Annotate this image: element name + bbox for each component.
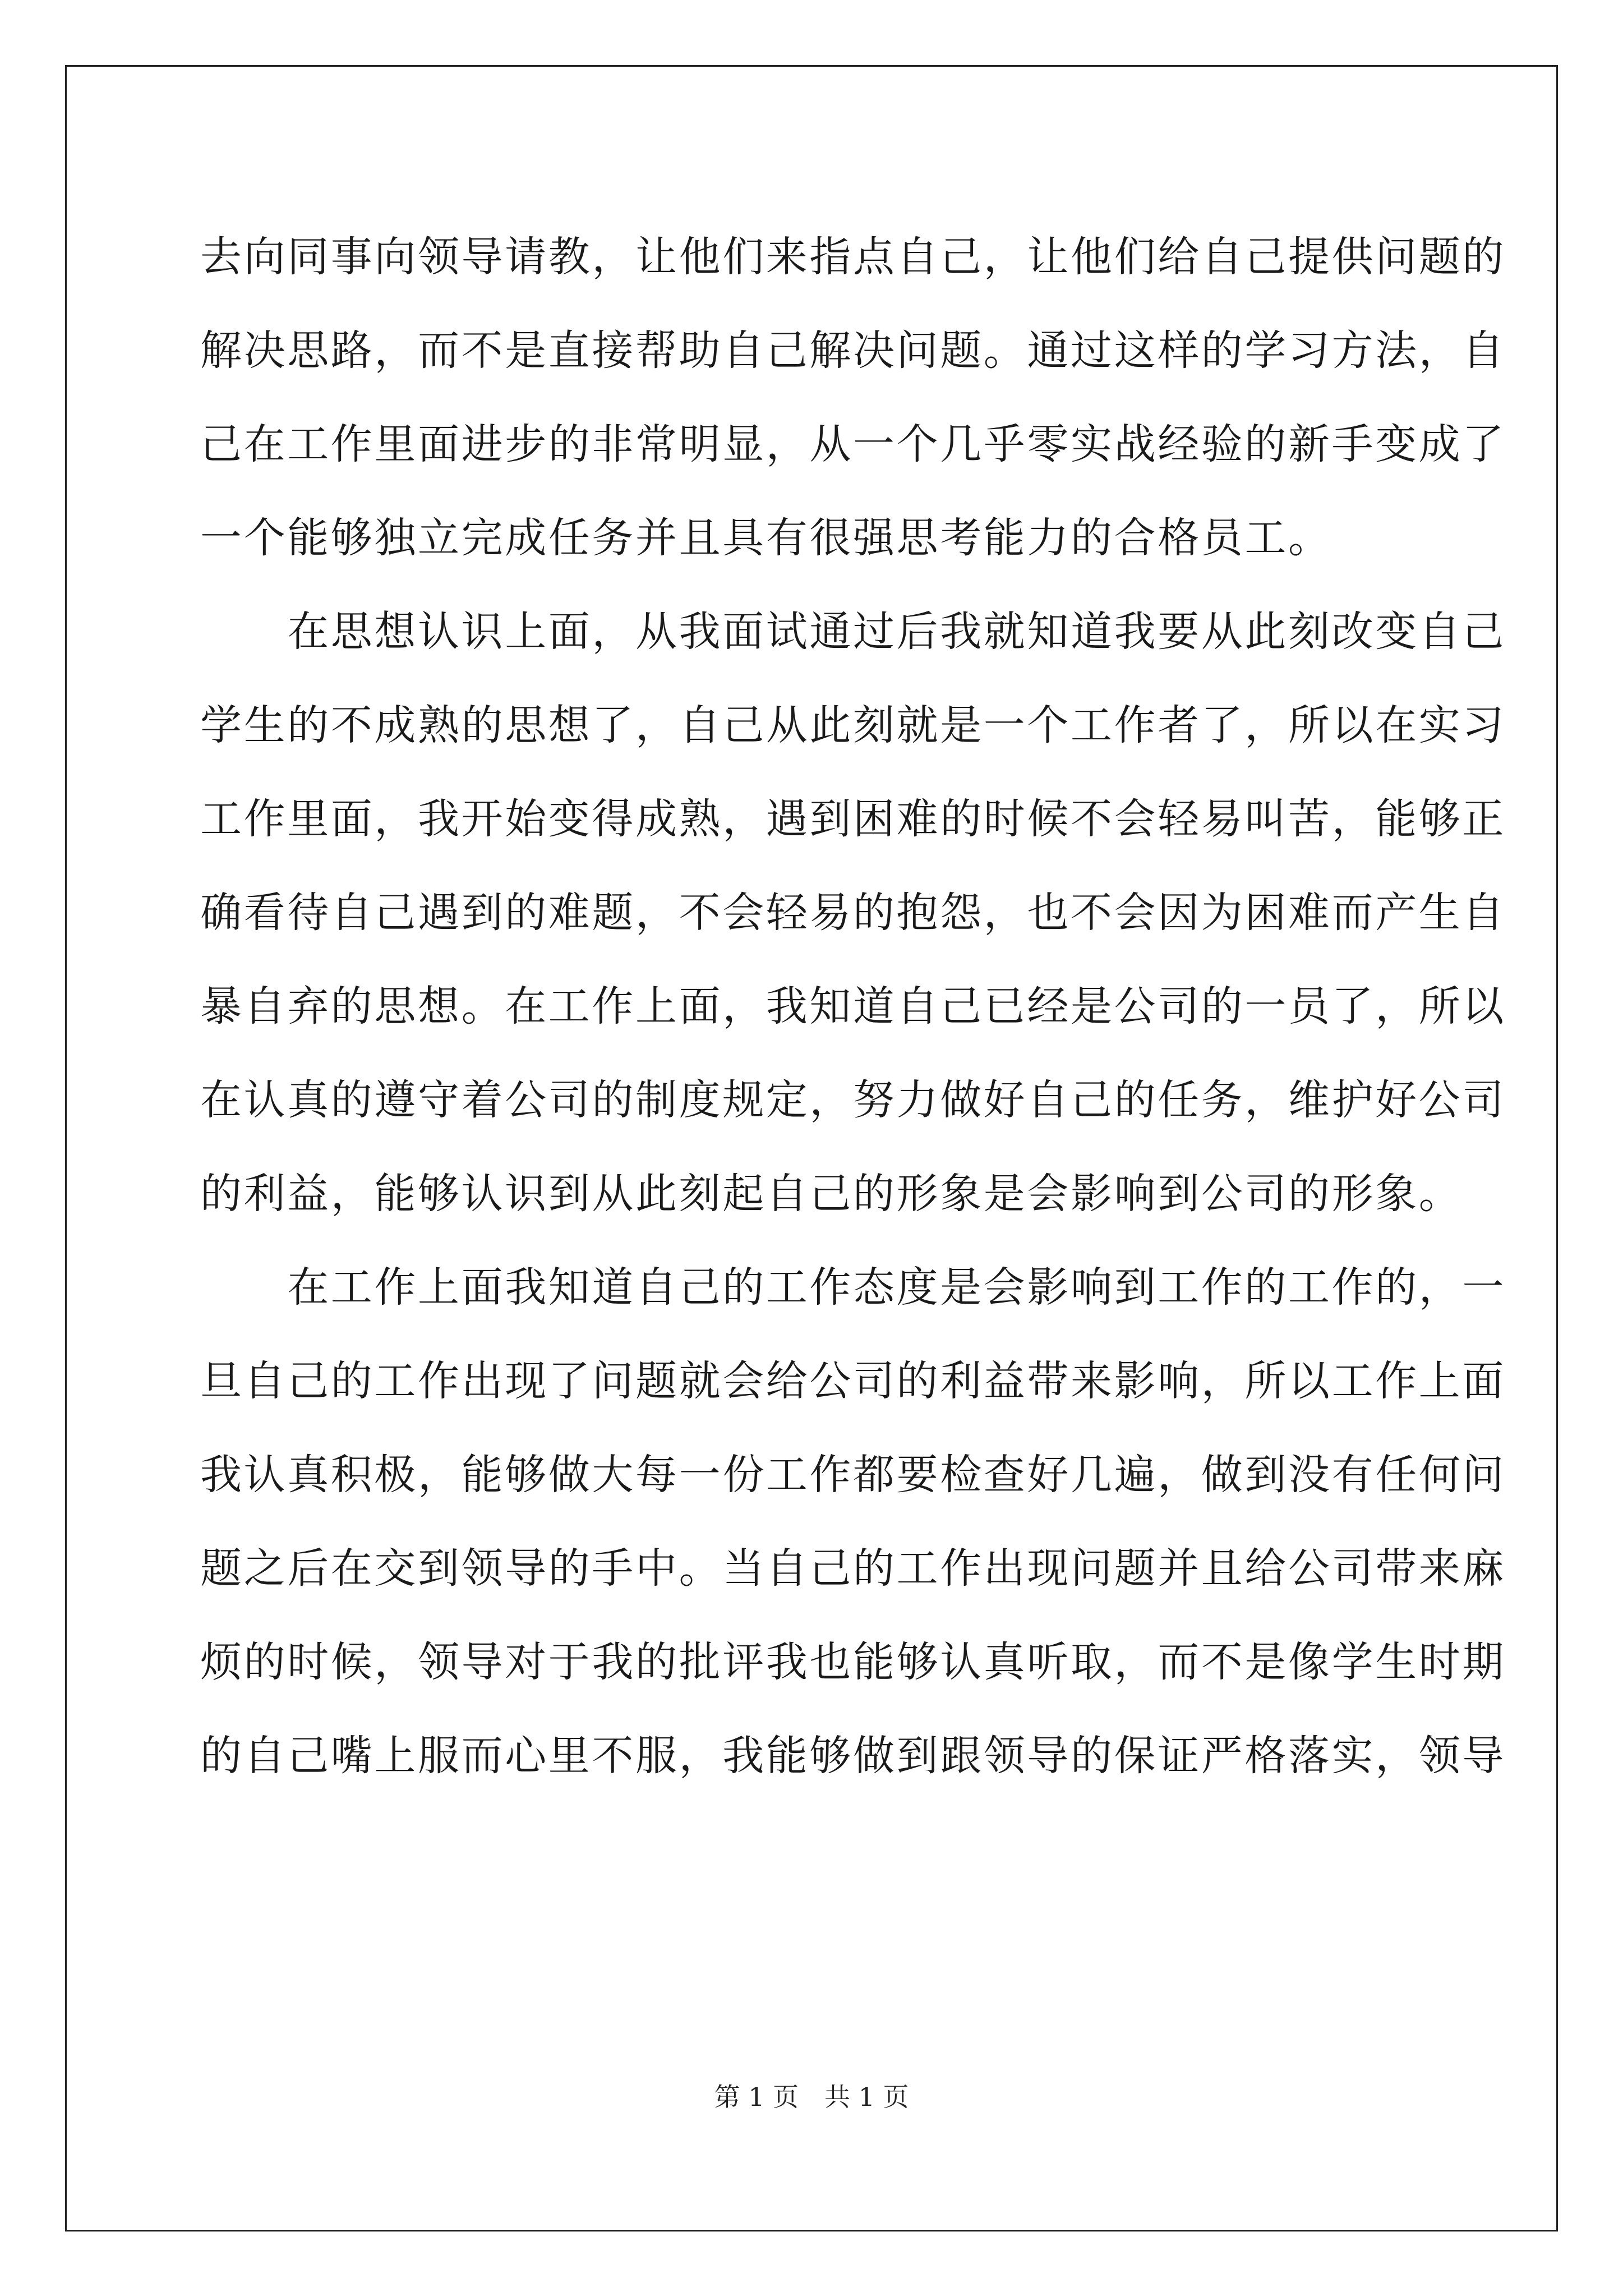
text-line: 一个能够独立完成任务并且具有很强思考能力的合格员工。: [200, 514, 1332, 562]
text-line: 在工作上面我知道自己的工作态度是会影响到工作的工作的，一: [200, 1263, 1506, 1312]
text-line: 旦自己的工作出现了问题就会给公司的利益带来影响，所以工作上面: [200, 1357, 1506, 1405]
text-line: 我认真积极，能够做大每一份工作都要检查好几遍，做到没有任何问: [200, 1451, 1506, 1499]
text-line: 去向同事向领导请教，让他们来指点自己，让他们给自己提供问题的: [200, 233, 1506, 281]
text-line: 学生的不成熟的思想了，自己从此刻就是一个工作者了，所以在实习: [200, 701, 1506, 749]
text-line: 工作里面，我开始变得成熟，遇到困难的时候不会轻易叫苦，能够正: [200, 795, 1506, 843]
text-line: 的利益，能够认识到从此刻起自己的形象是会影响到公司的形象。: [200, 1170, 1463, 1218]
text-line: 烦的时候，领导对于我的批评我也能够认真听取，而不是像学生时期: [200, 1638, 1506, 1686]
text-line: 确看待自己遇到的难题，不会轻易的抱怨，也不会因为困难而产生自: [200, 889, 1506, 937]
text-line: 解决思路，而不是直接帮助自己解决问题。通过这样的学习方法，自: [200, 326, 1506, 375]
text-line: 在思想认识上面，从我面试通过后我就知道我要从此刻改变自己: [200, 608, 1506, 656]
document-body: [200, 210, 1506, 1803]
text-line: 的自己嘴上服而心里不服，我能够做到跟领导的保证严格落实，领导: [200, 1732, 1506, 1780]
text-line: 暴自弃的思想。在工作上面，我知道自己已经是公司的一员了，所以: [200, 982, 1506, 1030]
text-line: 题之后在交到领导的手中。当自己的工作出现问题并且给公司带来麻: [200, 1544, 1506, 1593]
page-footer: 第 1 页 共 1 页: [714, 2082, 909, 2112]
text-line: 己在工作里面进步的非常明显，从一个几乎零实战经验的新手变成了: [200, 420, 1506, 468]
text-line: 在认真的遵守着公司的制度规定，努力做好自己的任务，维护好公司: [200, 1076, 1506, 1124]
